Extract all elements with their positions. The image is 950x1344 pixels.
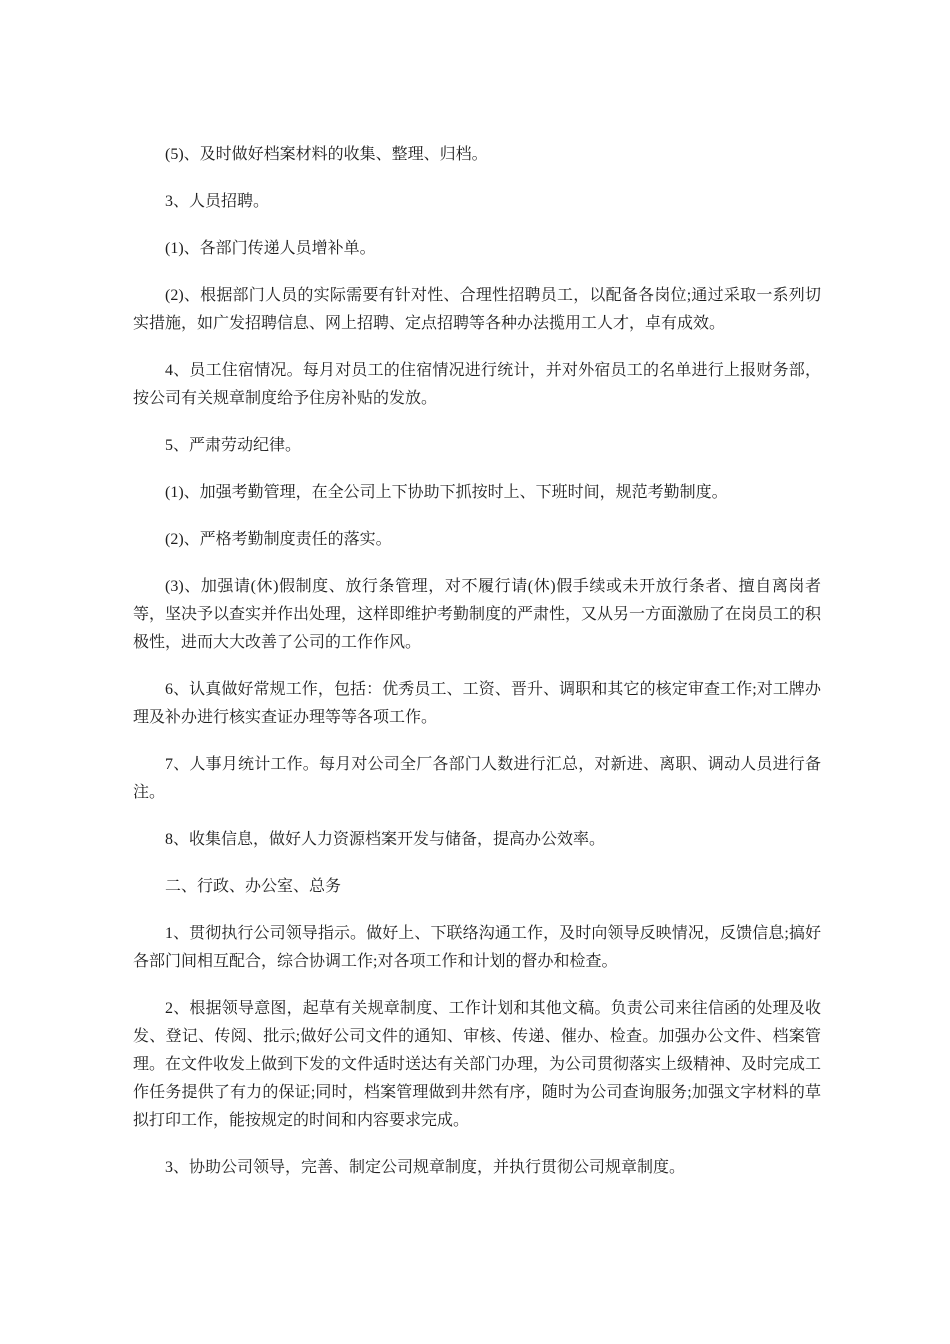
paragraph: 7、人事月统计工作。每月对公司全厂各部门人数进行汇总，对新进、离职、调动人员进行备注。: [133, 756, 821, 801]
paragraph: (2)、根据部门人员的实际需要有针对性、合理性招聘员工，以配备各岗位;通过采取一系列切实措施，如广发招聘信息、网上招聘、定点招聘等各种办法揽用工人才，卓有成效。: [133, 287, 821, 332]
paragraph: 4、员工住宿情况。每月对员工的住宿情况进行统计，并对外宿员工的名单进行上报财务部，按公司有关规章制度给予住房补贴的发放。: [133, 362, 821, 407]
paragraph: 8、收集信息，做好人力资源档案开发与储备，提高办公效率。: [165, 831, 606, 848]
paragraph: (2)、严格考勤制度责任的落实。: [165, 531, 392, 548]
paragraph: (3)、加强请(休)假制度、放行条管理，对不履行请(休)假手续或未开放行条者、擅自离岗者等，坚决予以查实并作出处理，这样即维护考勤制度的严肃性，又从另一方面激励了在岗员工的积极性，进而大大改善了公司的工作作风。: [133, 578, 822, 651]
paragraph: 1、贯彻执行公司领导指示。做好上、下联络沟通工作，及时向领导反映情况，反馈信息;搞好各部门间相互配合，综合协调工作;对各项工作和计划的督办和检查。: [133, 925, 821, 970]
paragraph: 2、根据领导意图，起草有关规章制度、工作计划和其他文稿。负责公司来往信函的处理及收发、登记、传阅、批示;做好公司文件的通知、审核、传递、催办、检查。加强办公文件、档案管理。在文件收发上做到下发的文件适时送达有关部门办理，为公司贯彻落实上级精神、及时完成工作任务提供了有力的保证;同时，档案管理做到井然有序，随时为公司查询服务;加强文字材料的草拟打印工作，能按规定的时间和内容要求完成。: [133, 1000, 822, 1129]
paragraph: 3、人员招聘。: [165, 193, 270, 210]
paragraph: 3、协助公司领导，完善、制定公司规章制度，并执行贯彻公司规章制度。: [165, 1159, 686, 1176]
paragraph: 5、严肃劳动纪律。: [165, 437, 302, 454]
paragraph: (1)、各部门传递人员增补单。: [165, 240, 376, 257]
paragraph: (1)、加强考勤管理，在全公司上下协助下抓按时上、下班时间，规范考勤制度。: [165, 484, 728, 501]
paragraph: 二、行政、办公室、总务: [165, 878, 342, 895]
document-page: [133, 141, 821, 1201]
paragraph: 6、认真做好常规工作，包括：优秀员工、工资、晋升、调职和其它的核定审查工作;对工牌办理及补办进行核实查证办理等等各项工作。: [133, 681, 821, 726]
paragraph: (5)、及时做好档案材料的收集、整理、归档。: [165, 146, 488, 163]
